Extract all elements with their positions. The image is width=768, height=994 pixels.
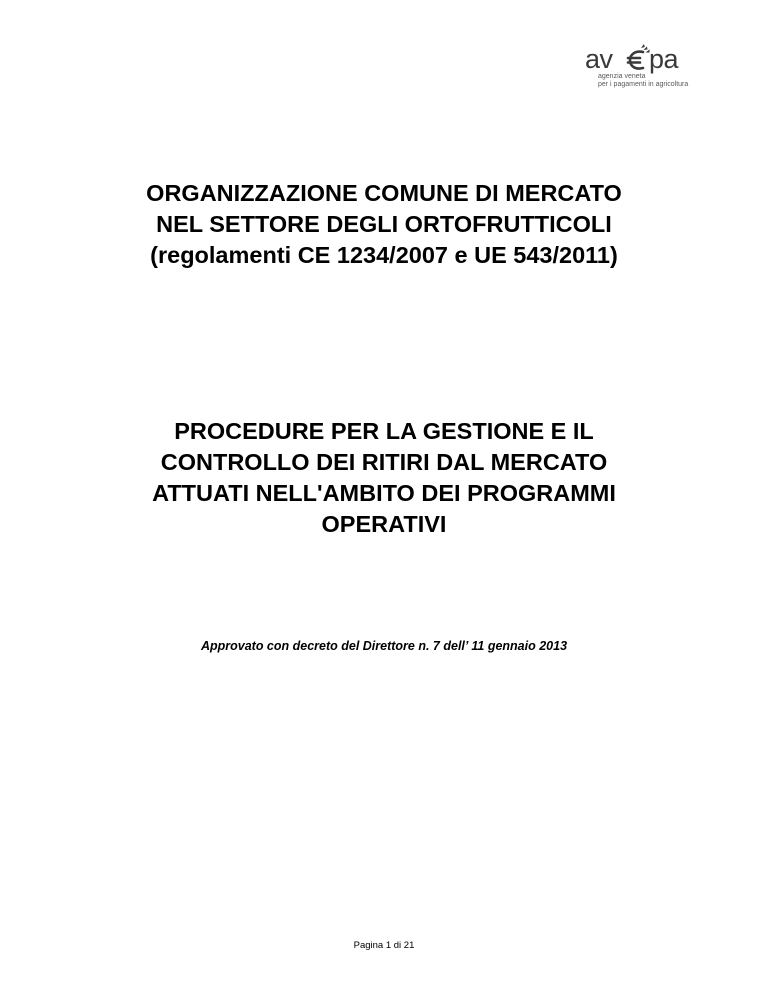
avepa-logo bbox=[583, 44, 699, 92]
svg-text:av: av bbox=[585, 44, 613, 74]
title-line-1: ORGANIZZAZIONE COMUNE DI MERCATO bbox=[146, 180, 622, 206]
document-subtitle bbox=[40, 416, 728, 540]
avepa-logo-mark bbox=[583, 44, 699, 74]
subtitle-line-3: ATTUATI NELL'AMBITO DEI PROGRAMMI bbox=[152, 480, 616, 506]
page-number: Pagina 1 di 21 bbox=[353, 940, 415, 951]
title-line-3: (regolamenti CE 1234/2007 e UE 543/2011) bbox=[150, 242, 618, 268]
logo-tagline-line1: agenzia veneta bbox=[598, 73, 646, 80]
title-line-2: NEL SETTORE DEGLI ORTOFRUTTICOLI bbox=[156, 211, 612, 237]
subtitle-line-1: PROCEDURE PER LA GESTIONE E IL bbox=[174, 418, 594, 444]
approval-note: Approvato con decreto del Direttore n. 7 dell’ 11 gennaio 2013 bbox=[200, 638, 568, 653]
subtitle-line-2: CONTROLLO DEI RITIRI DAL MERCATO bbox=[160, 449, 608, 475]
logo-tagline-line2: per i pagamenti in agricoltura bbox=[598, 81, 689, 88]
svg-text:pa: pa bbox=[649, 44, 679, 74]
subtitle-line-4: OPERATIVI bbox=[321, 511, 447, 537]
document-title bbox=[40, 178, 728, 271]
